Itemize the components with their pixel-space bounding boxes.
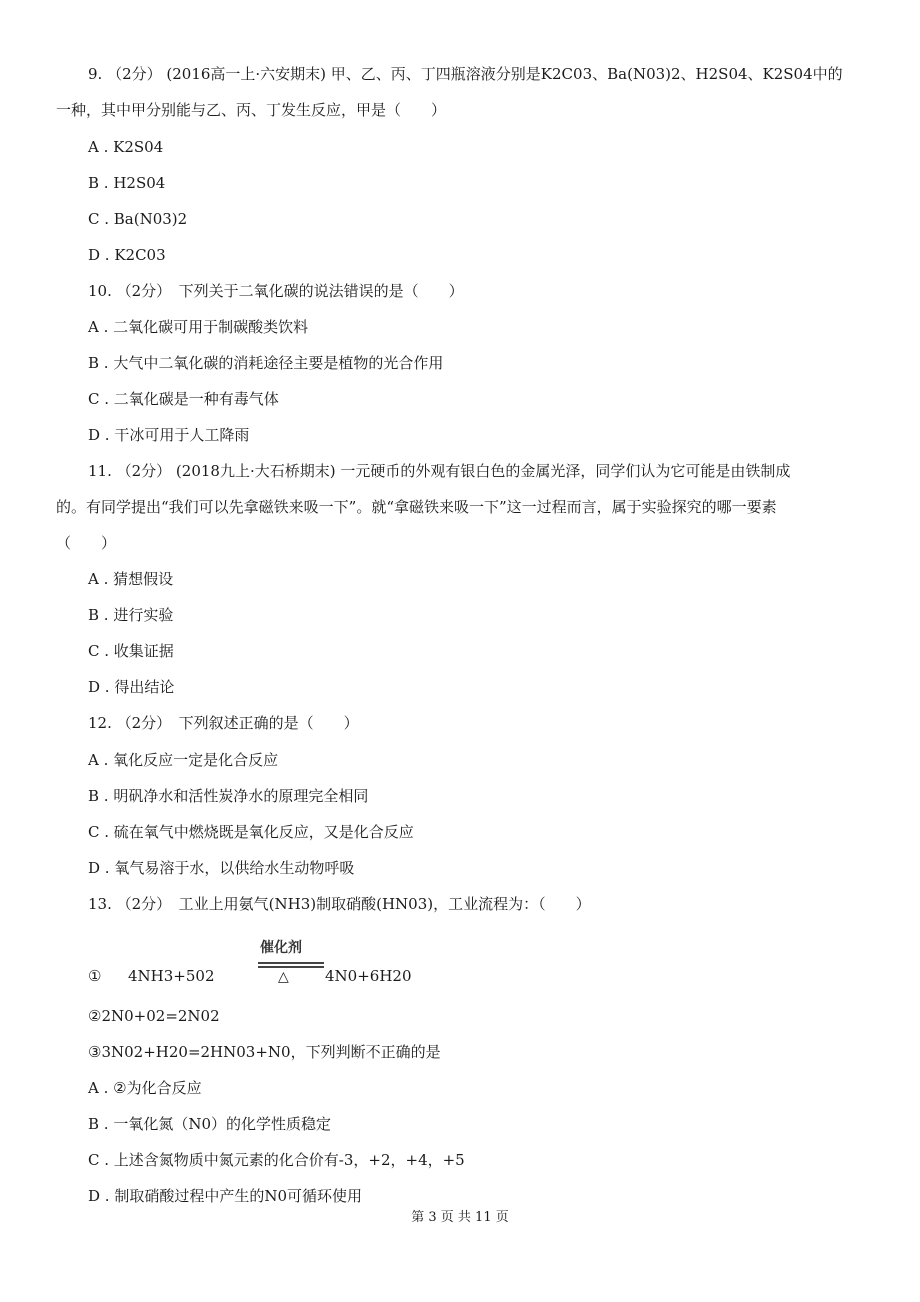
catalyst-label: 催化剂: [260, 940, 302, 956]
q11-option-a: A . 猜想假设: [88, 570, 174, 588]
q11-option-d: D . 得出结论: [88, 678, 175, 696]
q9-option-b: B . H2S04: [88, 174, 166, 192]
q9-option-a: A . K2S04: [88, 138, 164, 156]
q12-stem: 12. （2分） 下列叙述正确的是（ ）: [88, 714, 359, 732]
q11-stem-line1: 11. （2分） (2018九上·大石桥期末) 一元硬币的外观有银白色的金属光泽，同学们认为它可能是由铁制成: [88, 462, 791, 480]
q13-option-d: D . 制取硝酸过程中产生的N0可循环使用: [88, 1187, 363, 1205]
q10-option-a: A . 二氧化碳可用于制碳酸类饮料: [88, 318, 309, 336]
q11-stem-line3: （ ）: [56, 534, 117, 552]
q13-stem: 13. （2分） 工业上用氨气(NH3)制取硝酸(HN03)，工业流程为：（ ）: [88, 895, 591, 913]
q11-option-c: C . 收集证据: [88, 642, 174, 660]
q13-reaction-2: ②2N0+02=2N02: [88, 1007, 220, 1025]
q13-reaction-1: [88, 940, 508, 993]
q10-option-d: D . 干冰可用于人工降雨: [88, 426, 250, 444]
q9-stem-line2: 一种，其中甲分别能与乙、丙、丁发生反应，甲是（ ）: [56, 101, 447, 119]
page-footer: 第 3 页 共 11 页: [411, 1210, 509, 1225]
q9-stem-line1: 9. （2分） (2016高一上·六安期末) 甲、乙、丙、丁四瓶溶液分别是K2C03、Ba(N03)2、H2S04、K2S04中的: [88, 65, 843, 83]
q11-option-b: B . 进行实验: [88, 606, 174, 624]
q12-option-a: A . 氧化反应一定是化合反应: [88, 751, 279, 769]
q12-option-c: C . 硫在氧气中燃烧既是氧化反应，又是化合反应: [88, 823, 414, 841]
reaction-1-products: 4N0+6H20: [325, 967, 412, 985]
q12-option-d: D . 氧气易溶于水，以供给水生动物呼吸: [88, 859, 355, 877]
q13-reaction-3: ③3N02+H20=2HN03+N0，下列判断不正确的是: [88, 1043, 441, 1061]
q13-option-c: C . 上述含氮物质中氮元素的化合价有-3，+2，+4，+5: [88, 1151, 465, 1169]
reaction-1-reactants: 4NH3+502: [128, 967, 215, 985]
q10-option-c: C . 二氧化碳是一种有毒气体: [88, 390, 279, 408]
reaction-1-number: ①: [88, 967, 102, 985]
q13-option-a: A . ②为化合反应: [88, 1079, 202, 1097]
heat-icon: △: [278, 969, 289, 985]
q9-option-d: D . K2C03: [88, 246, 166, 264]
q10-option-b: B . 大气中二氧化碳的消耗途径主要是植物的光合作用: [88, 354, 444, 372]
q12-option-b: B . 明矾净水和活性炭净水的原理完全相同: [88, 787, 369, 805]
q11-stem-line2: 的。有同学提出“我们可以先拿磁铁来吸一下”。就“拿磁铁来吸一下”这一过程而言，属于实验探究的哪一要素: [56, 498, 777, 516]
q9-option-c: C . Ba(N03)2: [88, 210, 188, 228]
equation-bar-bottom: [258, 966, 324, 968]
q13-option-b: B . 一氧化氮（N0）的化学性质稳定: [88, 1115, 331, 1133]
q10-stem: 10. （2分） 下列关于二氧化碳的说法错误的是（ ）: [88, 282, 464, 300]
equation-bar-top: [258, 962, 324, 964]
reaction-1-condition: [258, 937, 324, 985]
